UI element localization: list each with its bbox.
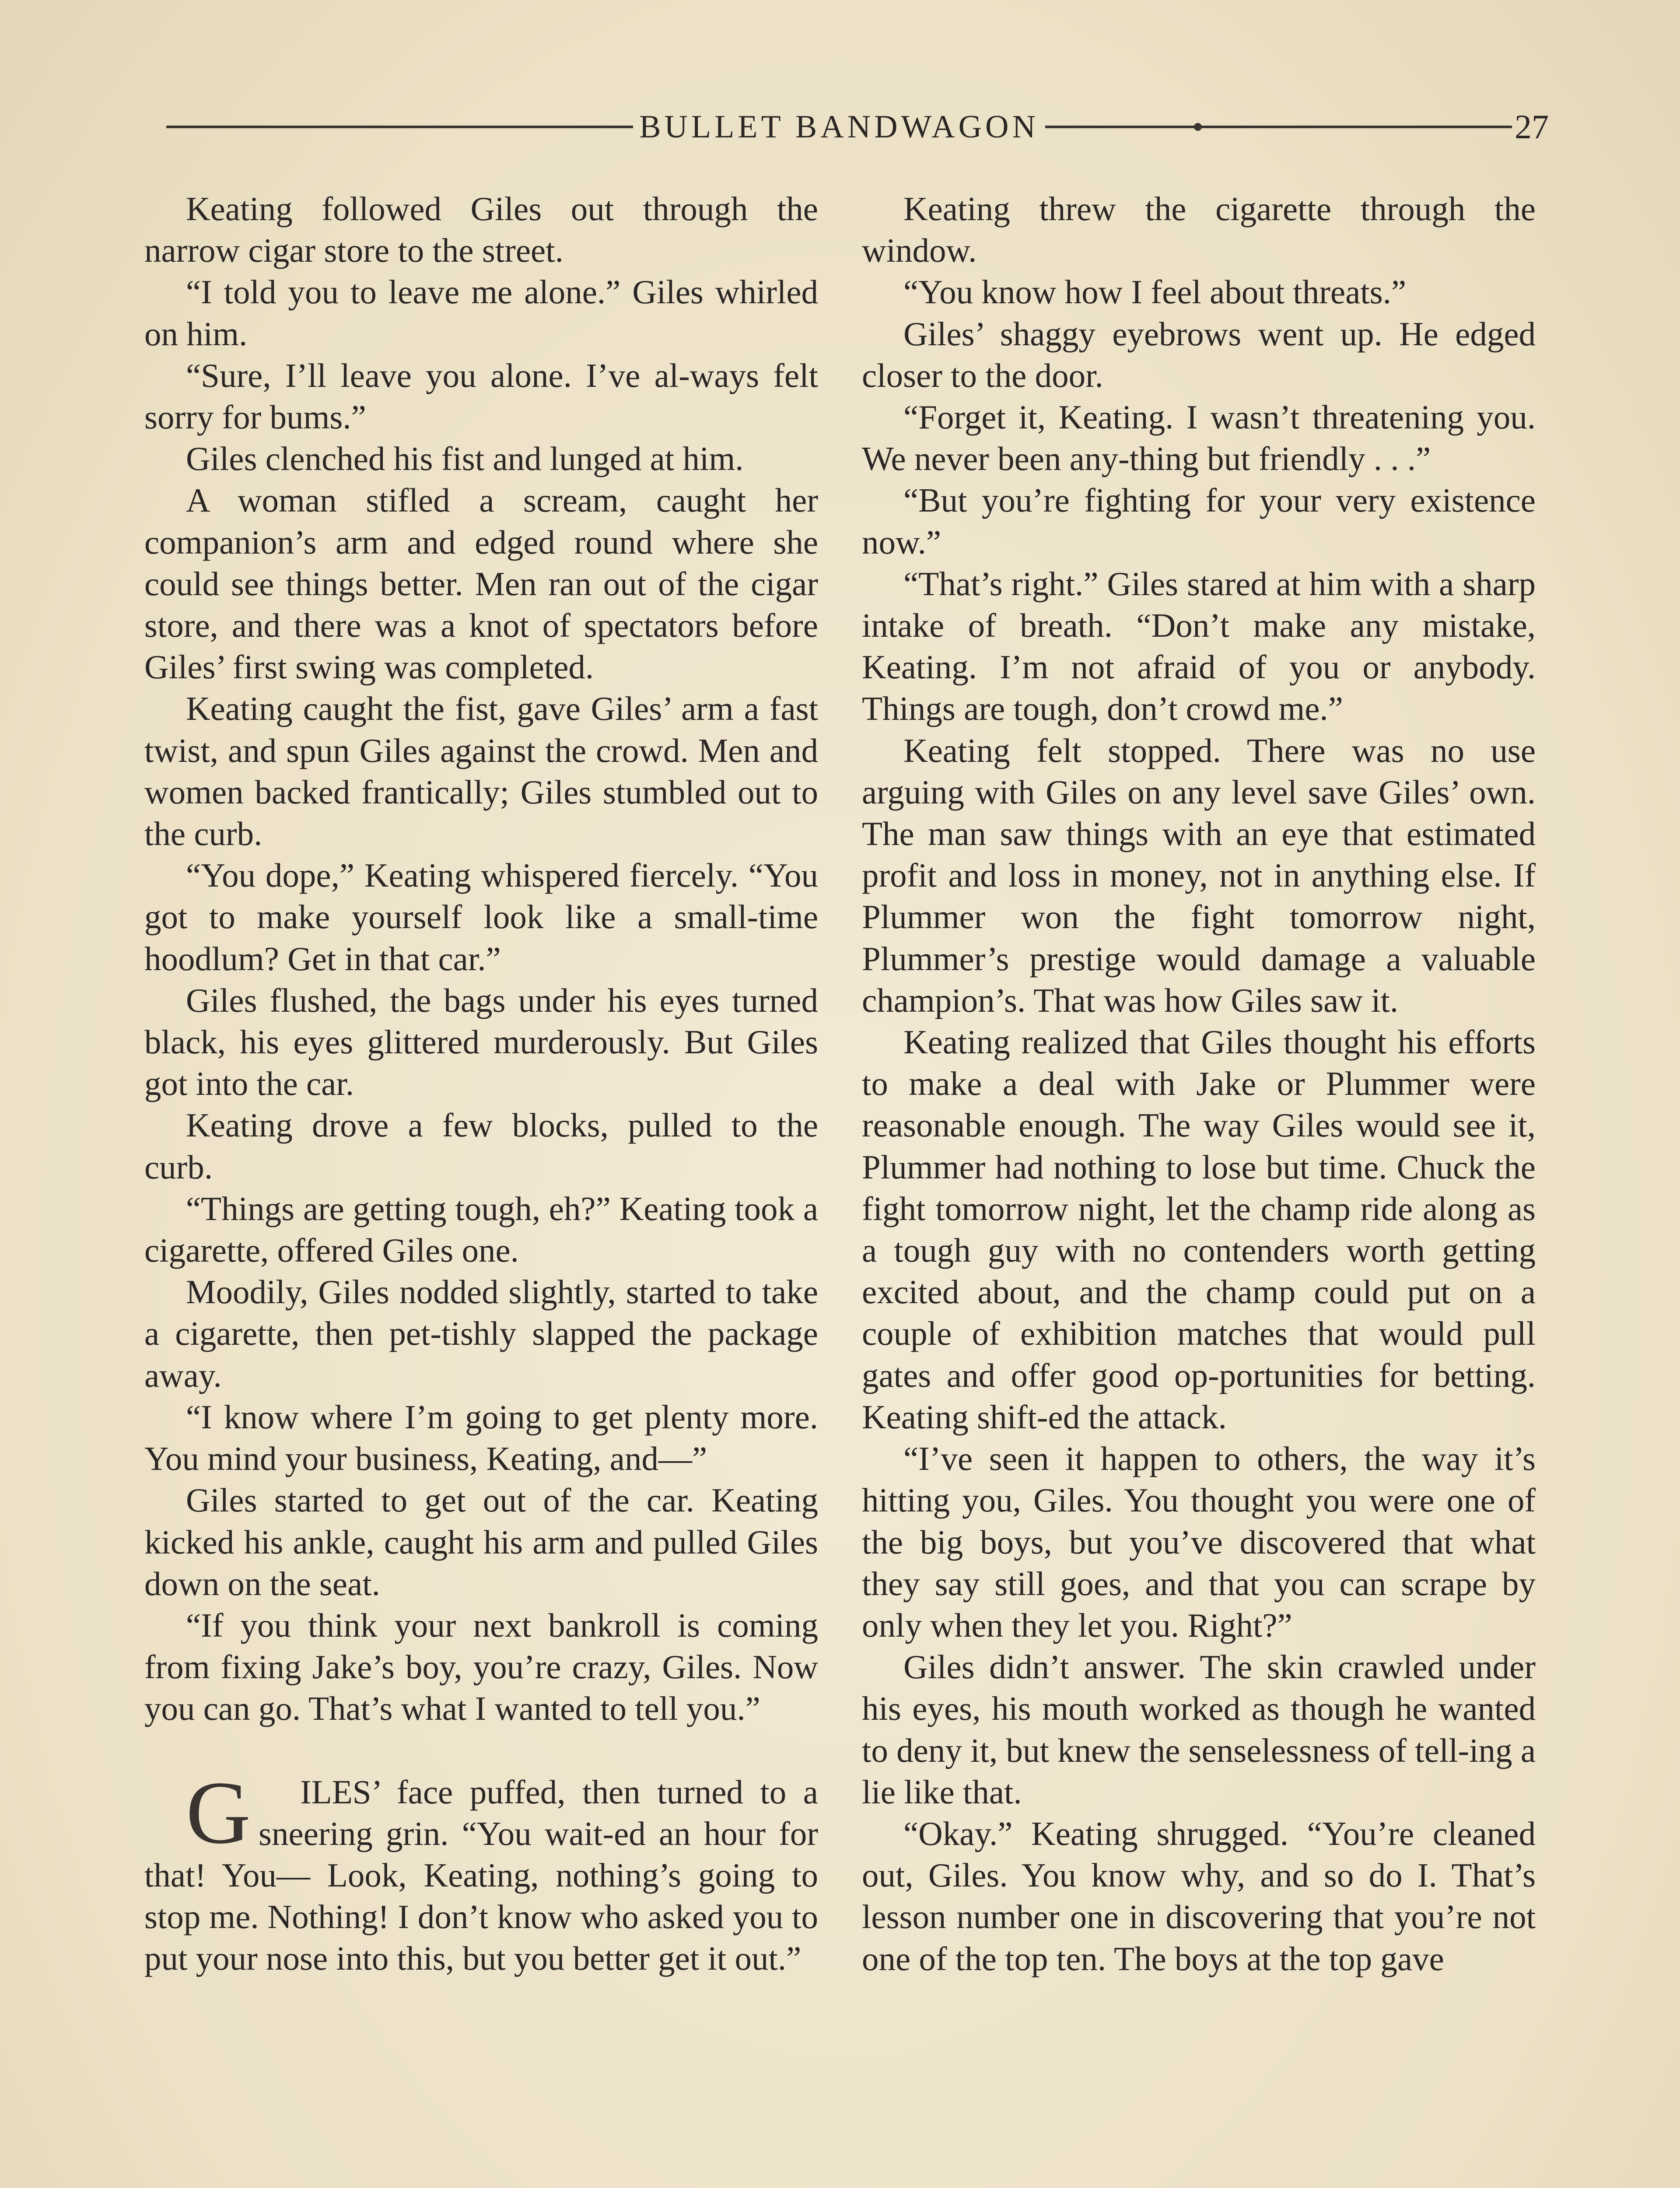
paragraph: Giles’ shaggy eyebrows went up. He edged closer to the door. bbox=[862, 315, 1536, 394]
dropcap-paragraph bbox=[144, 1763, 818, 1980]
header-rule-left bbox=[166, 126, 633, 128]
paragraph: “Okay.” Keating shrugged. “You’re cleaned out, Giles. You know why, and so do I. That’s lesson number one in discovering that you’re not one of the top ten. The boys at the top gave bbox=[862, 1814, 1536, 1978]
paragraph: “I told you to leave me alone.” Giles whirled on him. bbox=[144, 273, 818, 353]
paragraph: Keating threw the cigarette through the window. bbox=[862, 190, 1536, 270]
paragraph: “Things are getting tough, eh?” Keating took a cigarette, offered Giles one. bbox=[144, 1189, 818, 1269]
paragraph: Keating felt stopped. There was no use arguing with Giles on any level save Giles’ own. The man saw things with an eye that estimated profit and loss in money, not in anything else. If Plummer won the fight tomorrow night, Plummer’s prestige would damage a valuable champion’s. That was how Giles saw it. bbox=[862, 731, 1536, 1019]
paragraph: “I know where I’m going to get plenty more. You mind your business, Keating, and—” bbox=[144, 1398, 818, 1478]
paragraph: “Sure, I’ll leave you alone. I’ve al-ways felt sorry for bums.” bbox=[144, 356, 818, 436]
header-title: BULLET BANDWAGON bbox=[639, 109, 1039, 145]
drop-cap: G bbox=[186, 1763, 251, 1862]
running-header bbox=[166, 101, 1549, 153]
text-column-right bbox=[862, 188, 1536, 1980]
paragraph: Giles started to get out of the car. Keating kicked his ankle, caught his arm and pulled Giles down on the seat. bbox=[144, 1481, 818, 1602]
paragraph: “I’ve seen it happen to others, the way it’s hitting you, Giles. You thought you were one of the big boys, but you’ve discovered that what they say still goes, and that you can scrape by only when they let you. Right?” bbox=[862, 1440, 1536, 1644]
paragraph: “That’s right.” Giles stared at him with a sharp intake of breath. “Don’t make any mistake, Keating. I’m not afraid of you or anybody. Things are tough, don’t crowd me.” bbox=[862, 565, 1536, 728]
dropcap-paragraph-text: ILES’ face puffed, then turned to a sneering grin. “You wait-ed an hour for that! You— Look, Keating, nothing’s going to stop me. Nothing! I don’t know who asked you to put your nose into this, but you better get it out.” bbox=[144, 1773, 818, 1978]
paragraph: Keating caught the fist, gave Giles’ arm a fast twist, and spun Giles against the crowd. Men and women backed frantically; Giles stumbled out to the curb. bbox=[144, 690, 818, 853]
paragraph: Keating followed Giles out through the narrow cigar store to the street. bbox=[144, 190, 818, 270]
text-column-left bbox=[144, 188, 818, 1980]
header-rule-right bbox=[1045, 126, 1512, 128]
paragraph: Giles didn’t answer. The skin crawled under his eyes, his mouth worked as though he wanted to deny it, but knew the senselessness of tell-ing a lie like that. bbox=[862, 1648, 1536, 1811]
header-rule-ornament bbox=[1194, 123, 1202, 131]
paragraph: “You dope,” Keating whispered fiercely. “You got to make yourself look like a small-time hoodlum? Get in that car.” bbox=[144, 856, 818, 978]
paragraph: Keating drove a few blocks, pulled to the curb. bbox=[144, 1106, 818, 1186]
paragraph: Moodily, Giles nodded slightly, started to take a cigarette, then pet-tishly slapped the package away. bbox=[144, 1273, 818, 1394]
paragraph: “If you think your next bankroll is coming from fixing Jake’s boy, you’re crazy, Giles. Now you can go. That’s what I wanted to tell you.” bbox=[144, 1606, 818, 1728]
paragraph: Keating realized that Giles thought his efforts to make a deal with Jake or Plummer were reasonable enough. The way Giles would see it, Plummer had nothing to lose but time. Chuck the fight tomorrow night, let the champ ride along as a tough guy with no contenders worth getting excited about, and the champ could put on a couple of exhibition matches that would pull gates and offer good op-portunities for betting. Keating shift-ed the attack. bbox=[862, 1023, 1536, 1436]
paragraph: Giles clenched his fist and lunged at him. bbox=[186, 440, 744, 478]
paragraph: “But you’re fighting for your very existence now.” bbox=[862, 481, 1536, 561]
paragraph: “Forget it, Keating. I wasn’t threatening you. We never been any-thing but friendly . . .” bbox=[862, 398, 1536, 478]
paragraph: “You know how I feel about threats.” bbox=[903, 273, 1407, 311]
paragraph: A woman stifled a scream, caught her companion’s arm and edged round where she could see things better. Men ran out of the cigar store, and there was a knot of spectators before Giles’ first swing was completed. bbox=[144, 481, 818, 686]
paragraph: Giles flushed, the bags under his eyes turned black, his eyes glittered murderously. But Giles got into the car. bbox=[144, 981, 818, 1103]
page-number: 27 bbox=[1515, 108, 1549, 146]
